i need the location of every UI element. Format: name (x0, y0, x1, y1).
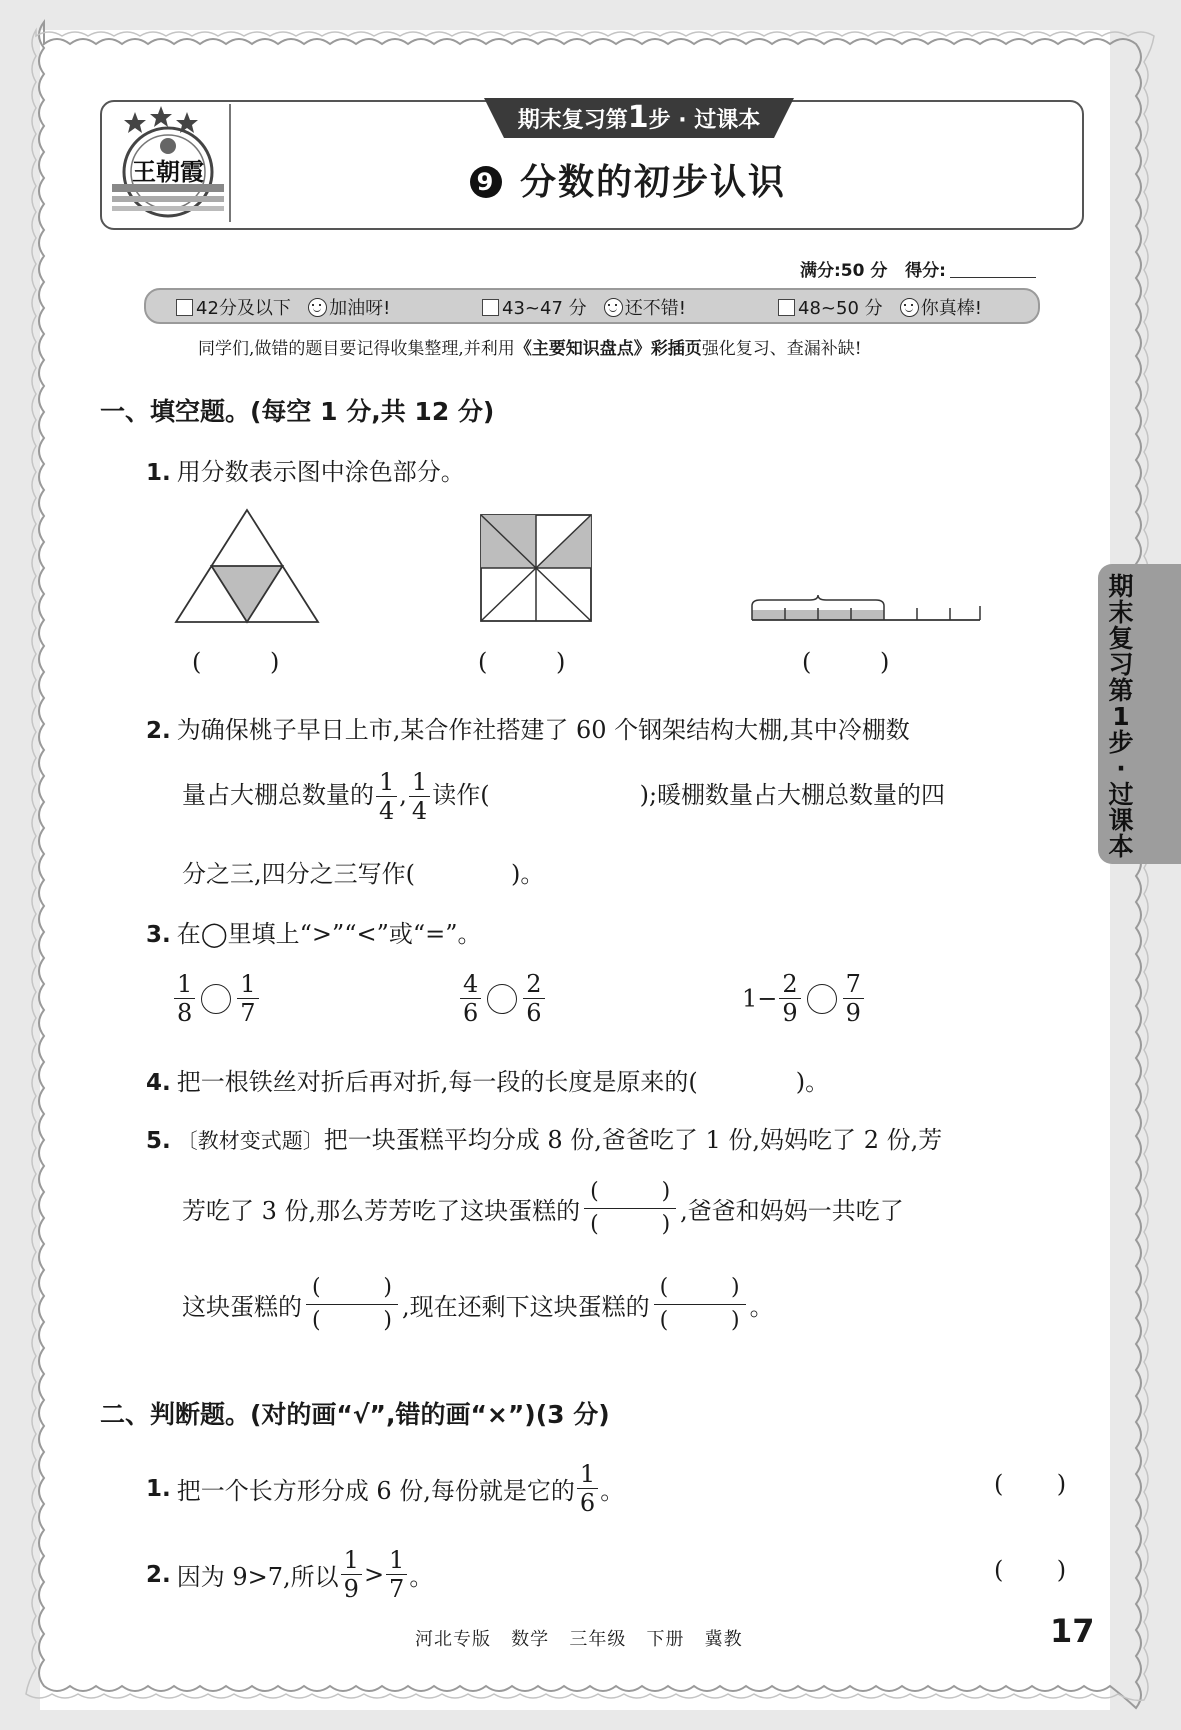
logo-emblem (112, 106, 224, 222)
frac-numerator: 1 (379, 768, 395, 796)
section-1-title: 一、填空题。(每空 1 分,共 12 分) (100, 397, 495, 426)
question-1-2-line1 (146, 710, 910, 745)
frac-numerator: 1 (240, 970, 256, 998)
logo-text: 王朝霞 (132, 157, 204, 186)
question-text: 读作( (432, 781, 490, 809)
rating-range: 48~50 分 (798, 298, 883, 319)
question-text: 在◯里填上“>”“<”或“=”。 (176, 920, 482, 948)
frac-numerator: 1 (389, 1546, 405, 1574)
question-text: 。 (749, 1293, 774, 1321)
rating-range: 43~47 分 (502, 298, 587, 319)
frac-denominator: 9 (341, 1574, 362, 1603)
fraction-answer-blank[interactable]: ( ) ( ) (654, 1272, 746, 1337)
question-text: 这块蛋糕的 (182, 1293, 302, 1321)
question-text: );暖棚数量占大棚总数量的四 (639, 781, 946, 809)
frac-denominator: 7 (386, 1574, 407, 1603)
unit-title: 分数的初步认识 (520, 162, 787, 203)
question-text: 因为 9>7,所以 (176, 1563, 339, 1591)
frac-numerator: 2 (526, 970, 542, 998)
banner-step-number: 1 (627, 100, 649, 135)
header-divider (229, 104, 231, 222)
question-text: 用分数表示图中涂色部分。 (176, 458, 465, 486)
question-1-5-line1 (146, 1120, 942, 1155)
rating-option-1[interactable] (176, 294, 390, 320)
question-text: 芳吃了 3 份,那么芳芳吃了这块蛋糕的 (182, 1197, 581, 1225)
question-1-5-line3 (182, 1272, 774, 1337)
frac-numerator: 1 (579, 1460, 596, 1488)
judge-answer-1[interactable]: ( ) (994, 1470, 1067, 1498)
compare-circle[interactable] (807, 984, 837, 1014)
compare-pair-2 (458, 970, 547, 1027)
frac-denominator: 7 (237, 998, 258, 1027)
question-number: 2. (146, 718, 171, 744)
compare-prefix: 1− (742, 984, 778, 1013)
compare-pair-3 (742, 970, 866, 1027)
question-text: )。 (511, 860, 545, 888)
question-number: 2. (146, 1561, 171, 1588)
question-text: 把一块蛋糕平均分成 8 份,爸爸吃了 1 份,妈妈吃了 2 份,芳 (323, 1126, 943, 1154)
score-label: 得分: (905, 261, 946, 281)
greater-than-sign: > (363, 1560, 385, 1589)
banner-pre: 期末复习第 (517, 108, 628, 133)
fraction-quarter (376, 768, 397, 825)
frac-numerator: 1 (177, 970, 193, 998)
unit-number-badge: 9 (470, 166, 502, 198)
smiley-icon (604, 298, 623, 317)
fraction-answer-blank[interactable]: ( ) ( ) (306, 1272, 398, 1337)
question-number: 4. (146, 1070, 171, 1096)
compare-circle[interactable] (487, 984, 517, 1014)
compare-circle[interactable] (201, 984, 231, 1014)
question-1-2-line3 (182, 854, 544, 889)
frac-numerator: 1 (411, 768, 428, 796)
rating-comment: 你真棒! (920, 298, 983, 319)
page-number: 17 (1050, 1612, 1095, 1650)
question-1-2-line2: 量占大棚总数量的 $\frac{1}{4}$ , $\frac{1}{4}$ 读作( );暖棚数量占大棚总数量的四 (182, 768, 946, 825)
judge-question-2 (146, 1546, 433, 1603)
frac-denominator: 4 (409, 796, 430, 825)
frac-denominator: 9 (843, 998, 864, 1027)
answer-blank-square[interactable]: ( ) (478, 648, 566, 676)
question-text: 分之三,四分之三写作( (182, 860, 415, 888)
question-1-3 (146, 914, 482, 949)
question-text: 。 (409, 1563, 434, 1591)
question-text: 把一个长方形分成 6 份,每份就是它的 (176, 1477, 575, 1505)
frac-denominator: 4 (376, 796, 397, 825)
answer-blank-bar[interactable]: ( ) (802, 648, 890, 676)
judge-question-1 (146, 1460, 624, 1517)
smiley-icon (308, 298, 327, 317)
side-tab-label: 期末复习第1步·过课本 (1108, 572, 1134, 861)
triangle-figure (174, 508, 320, 624)
question-text: 为确保桃子早日上市,某合作社搭建了 60 个钢架结构大棚,其中冷棚数 (176, 716, 910, 744)
rating-range: 42分及以下 (196, 298, 291, 319)
rating-option-3[interactable] (778, 294, 982, 320)
banner-post: 步 · 过课本 (648, 108, 761, 133)
score-blank[interactable] (950, 261, 1036, 278)
rating-comment: 加油呀! (329, 298, 391, 319)
question-number: 1. (146, 460, 171, 486)
question-text: ,现在还剩下这块蛋糕的 (402, 1293, 650, 1321)
frac-numerator: 7 (845, 970, 861, 998)
frac-denominator: 9 (779, 998, 800, 1027)
question-number: 3. (146, 922, 171, 948)
segmented-bar-figure (748, 594, 982, 624)
smiley-icon (900, 298, 919, 317)
reminder-insert: 彩插页 (650, 339, 702, 359)
fraction-answer-blank[interactable]: ( ) ( ) (584, 1176, 676, 1241)
score-line (800, 256, 1036, 281)
checkbox-icon[interactable] (482, 299, 499, 316)
textbook-variant-tag: 〔教材变式题〕 (176, 1129, 324, 1153)
question-text: 量占大棚总数量的 (182, 781, 374, 809)
square-figure (480, 514, 592, 622)
frac-numerator: 2 (782, 970, 798, 998)
checkbox-icon[interactable] (778, 299, 795, 316)
reminder-post: 强化复习、查漏补缺! (701, 339, 862, 359)
frac-numerator: 4 (463, 970, 479, 998)
compare-pair-1 (172, 970, 261, 1027)
question-text: ,爸爸和妈妈一共吃了 (680, 1197, 904, 1225)
judge-answer-2[interactable]: ( ) (994, 1556, 1067, 1584)
frac-denominator: 8 (174, 998, 195, 1027)
rating-comment: 还不错! (624, 298, 687, 319)
question-text: )。 (795, 1068, 830, 1096)
reminder-book: 《主要知识盘点》 (514, 339, 651, 359)
rating-option-2[interactable] (482, 294, 686, 320)
question-text: 。 (600, 1477, 625, 1505)
question-number: 5. (146, 1128, 171, 1154)
frac-denominator: 6 (577, 1488, 598, 1517)
page-title (470, 154, 786, 205)
review-step-banner (484, 98, 794, 138)
answer-blank-triangle[interactable]: ( ) (192, 648, 280, 676)
full-score: 满分:50 分 (800, 261, 888, 281)
checkbox-icon[interactable] (176, 299, 193, 316)
question-1-1 (146, 452, 465, 487)
reminder-pre: 同学们,做错的题目要记得收集整理,并利用 (198, 339, 515, 359)
frac-numerator: 1 (343, 1546, 359, 1574)
question-1-4 (146, 1062, 829, 1097)
frac-denominator: 6 (460, 998, 481, 1027)
frac-denominator: 6 (523, 998, 544, 1027)
question-1-5-line2 (182, 1176, 904, 1241)
question-number: 1. (146, 1475, 171, 1502)
fraction-quarter (409, 768, 430, 825)
reminder-text (198, 334, 862, 359)
section-2-title: 二、判断题。(对的画“√”,错的画“×”)(3 分) (100, 1400, 610, 1429)
question-text: 把一根铁丝对折后再对折,每一段的长度是原来的( (176, 1068, 698, 1096)
footer-edition: 河北专版 数学 三年级 下册 冀教 (415, 1629, 743, 1650)
